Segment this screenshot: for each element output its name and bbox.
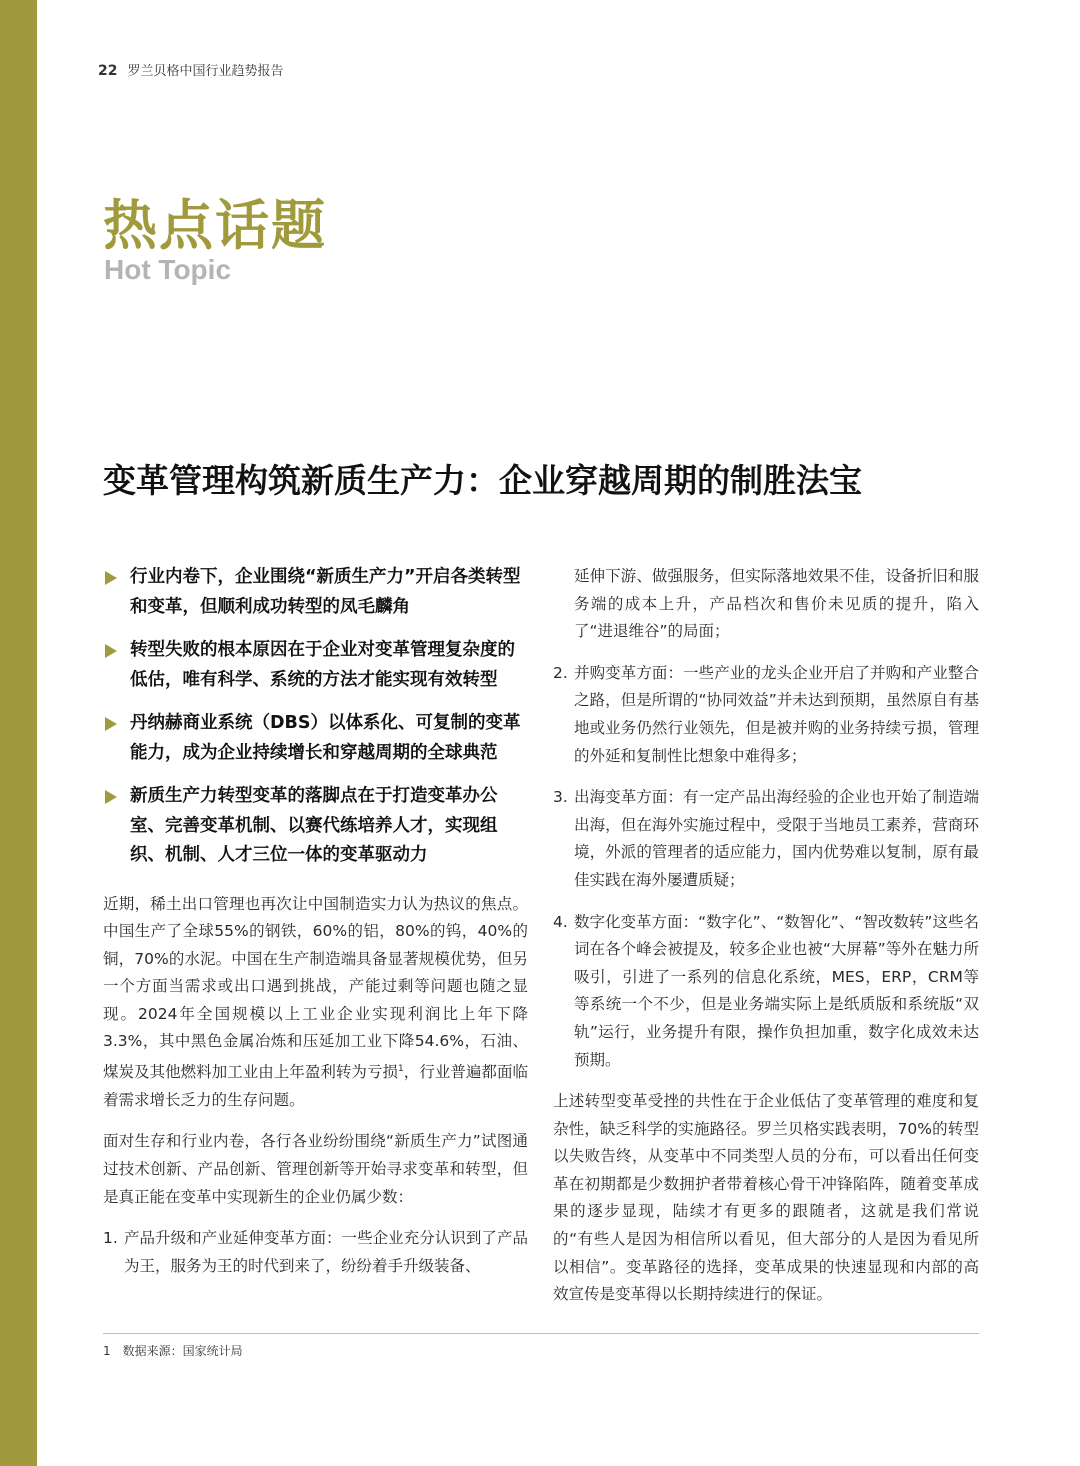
list-item-text: 数字化变革方面：“数字化”、“数智化”、“智改数转”这些名词在各个峰会被提及，较多企业也被“大屏幕”等外在魅力所吸引，引进了一系列的信息化系统，MES，ERP，CRM等等系统一个不少，但是业务端实际上是纸质版和系统版“双轨”运行，业务提升有限，操作负担加重，数字化成效未达预期。 [574, 912, 979, 1069]
list-item-text: 并购变革方面：一些产业的龙头企业开启了并购和产业整合之路，但是所谓的“协同效益”并未达到预期，虽然原自有基地或业务仍然行业领先，但是被并购的业务持续亏损，管理的外延和复制性比想象中难得多； [574, 663, 979, 765]
footnote-divider [103, 1333, 979, 1334]
intro-paragraph: 近期，稀土出口管理也再次让中国制造实力认为热议的焦点。中国生产了全球55%的钢铁，60%的铝，80%的钨，40%的铜，70%的水泥。中国在生产制造端具备显著规模优势，但另一个方面当需求或出口遇到挑战，产能过剩等问题也随之显现。2024年全国规模以上工业企业实现利润比上年下降3.3%，其中黑色金属冶炼和压延加工业下降54.6%，石油、煤炭及其他燃料加工业由上年盈利转为亏损$^1$，行业普遍都面临着需求增长乏力的生存问题。 [103, 894, 528, 1109]
triangle-bullet-icon [105, 644, 117, 658]
key-point-text: 新质生产力转型变革的落脚点在于打造变革办公室、完善变革机制、以赛代练培养人才，实现组织、机制、人才三位一体的变革驱动力 [130, 786, 498, 865]
footnote-text: 数据来源：国家统计局 [122, 1344, 243, 1358]
list-number: 4. [553, 912, 568, 931]
conclusion-paragraph: 上述转型变革受挫的共性在于企业低估了变革管理的难度和复杂性，缺乏科学的实施路径。罗兰贝格实践表明，70%的转型以失败告终，从变革中不同类型人员的分布，可以看出任何变革在初期都是少数拥护者带着核心骨干冲锋陷阵，随着变革成果的逐步显现，陆续才有更多的跟随者，这就是我们常说的“有些人是因为相信所以看见，但大部分的人是因为看见所以相信”。变革路径的选择，变革成果的快速显现和内部的高效宣传是变革得以长期持续进行的保证。 [553, 1092, 979, 1304]
key-point [103, 636, 528, 695]
key-point [103, 709, 528, 768]
triangle-bullet-icon [105, 571, 117, 585]
section-title-cn: 热点话题 [103, 194, 327, 257]
footnote [103, 1342, 243, 1359]
list-item [553, 909, 979, 1075]
list-item-text: 产品升级和产业延伸变革方面：一些企业充分认识到了产品为王，服务为王的时代到来了，纷纷着手升级装备、 [124, 1229, 528, 1275]
list-item [553, 784, 979, 894]
right-column [553, 563, 979, 1323]
page-number: 22 [98, 63, 118, 79]
key-point-text: 转型失败的根本原因在于企业对变革管理复杂度的低估，唯有科学、系统的方法才能实现有效转型 [130, 640, 515, 690]
page-header [98, 60, 284, 79]
list-item-text: 出海变革方面：有一定产品出海经验的企业也开始了制造端出海，但在海外实施过程中，受限于当地员工素养，营商环境，外派的管理者的适应能力，国内优势难以复制，原有最佳实践在海外屡遭质疑； [574, 788, 979, 889]
left-column [103, 563, 528, 1294]
triangle-bullet-icon [105, 717, 117, 731]
list-item-continued: 延伸下游、做强服务，但实际落地效果不佳，设备折旧和服务端的成本上升，产品档次和售价未见质的提升，陷入了“进退维谷”的局面； [574, 567, 979, 641]
list-number: 2. [553, 663, 568, 682]
side-accent-bar [0, 0, 37, 1466]
key-point [103, 782, 528, 871]
key-point [103, 563, 528, 622]
key-point-text: 丹纳赫商业系统（DBS）以体系化、可复制的变革能力，成为企业持续增长和穿越周期的全球典范 [130, 713, 521, 763]
footnote-ref: 1 [398, 1064, 404, 1075]
article-headline: 变革管理构筑新质生产力：企业穿越周期的制胜法宝 [103, 461, 862, 500]
context-paragraph: 面对生存和行业内卷，各行各业纷纷围绕“新质生产力”试图通过技术创新、产品创新、管理创新等开始寻求变革和转型，但是真正能在变革中实现新生的企业仍属少数： [103, 1132, 528, 1206]
report-title: 罗兰贝格中国行业趋势报告 [127, 64, 284, 79]
list-item [103, 1225, 528, 1280]
triangle-bullet-icon [105, 790, 117, 804]
list-number: 3. [553, 788, 568, 807]
list-item [553, 660, 979, 770]
section-title-en: Hot Topic [104, 254, 232, 285]
list-number: 1. [103, 1229, 118, 1248]
footnote-number: 1 [103, 1344, 111, 1358]
key-point-text: 行业内卷下，企业围绕“新质生产力”开启各类转型和变革，但顺利成功转型的凤毛麟角 [130, 567, 521, 617]
